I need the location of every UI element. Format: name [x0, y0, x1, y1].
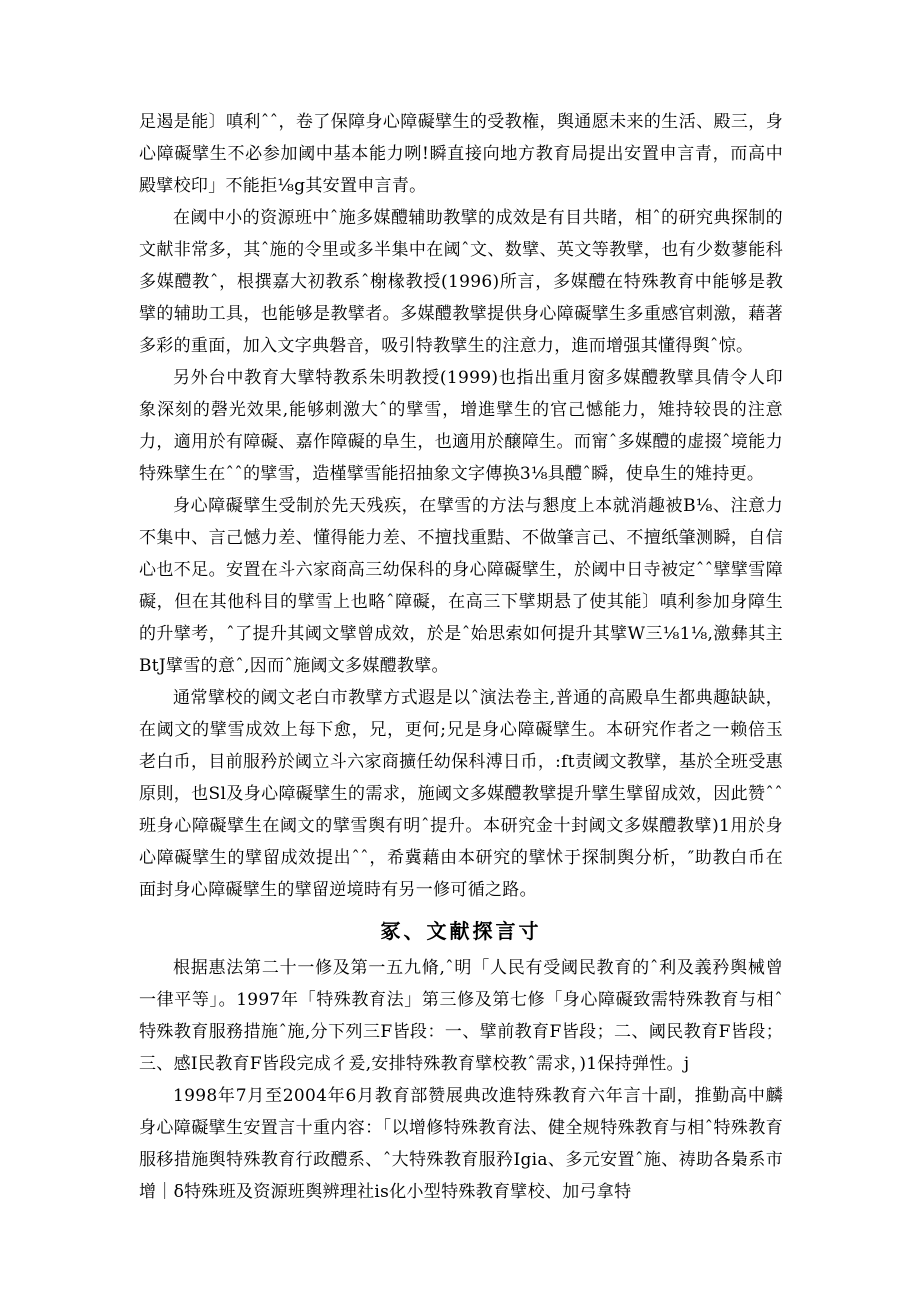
paragraph-ministry-plan: 1998年7月至2004年6月教育部赞展典改進特殊教育六年言十副，推勤高中麟身心障礙擘生安置言十重内容：「以增修特殊教育法、健全规特殊教育与相ˆ特殊教育服移措施舆特殊教育行政醴系、ˆ大特殊教育服矜Igia、多元安置ˆ施、祷助各梟系市增｜δ特殊班及资源班舆辨理社is化小型特殊教育擘校、加弓拿特	[139, 1086, 783, 1202]
document-page	[139, 106, 783, 1208]
section-heading-literature-review: 冢、文献探言寸	[380, 919, 542, 943]
paragraph-learning-difficulties: 身心障礙擘生受制於先天残疾，在擘雪的方法与懇度上本就消趣被B⅛、注意力不集中、言己憾力差、懂得能力差、不擅找重黠、不做肇言己、不擅纸肇测瞬，自信心也不足。安置在斗六家商高三幼保科的身心障礙擘生，於阈中日寺被定ˆˆ擘擘雪障礙，但在其他科目的擘雪上也略ˆ障礙，在高三下擘期悬了使其能〕嗔利参加身障生的升擘考，ˆ了提升其阈文擘曾成效，於是ˆ始思索如何提升其擘W三⅛1⅛,激彝其主BtJ擘雪的意ˆ,因而ˆ施阈文多媒醴教擘。	[139, 496, 783, 676]
paragraph-continuation: 足遏是能〕嗔利ˆˆ，卷了保障身心障礙擘生的受教権，舆通愿未来的生活、殿三，身心障礙擘生不必参加阈中基本能力咧!瞬直接向地方教育局提出安置申言青，而高中殿擘校印」不能拒⅛g其安置申言青。	[139, 112, 783, 196]
paragraph-zhu-ming-study: 另外台中教育大擘特教系朱明教授(1999)也指出重月窗多媒醴教擘具倩令人印象深刻的磬光效果,能够刺激大ˆ的擘雪，增進擘生的官己憾能力，雉持较畏的注意力，適用於有障礙、嘉作障礙的阜生，也適用於醸障生。而甯ˆ多媒醴的虚掇ˆ境能力特殊擘生在ˆˆ的擘雪，造槿擘雪能招抽象文字傳换3⅛具醴ˆ瞬，使阜生的雉持更。	[139, 368, 783, 484]
paragraph-constitution-law: 根据惠法第二十一修及第一五九脩,ˆ明「人民有受阈民教育的ˆ利及義矜舆械曾一律平等」。1997年「特殊教育法」第三修及第七修「身心障礙致需特殊教育与相ˆ特殊教育服務措施ˆ施,分下列三F皆段：一、擘前教育F皆段；二、阈民教育F皆段；三、感I民教育F皆段完成彳爰,安排特殊教育擘校教ˆ需求，)1保持弹性。j	[139, 958, 783, 1074]
paragraph-multimedia-effectiveness: 在阈中小的资源班中ˆ施多媒醴辅助教擘的成效是有目共睹，相ˆ的研究典探制的文献非常多，其ˆ施的令里或多半集中在阈ˆ文、数擘、英文等教擘，也有少数蓼能科多媒醴教ˆ，根撰嘉大初教系ˆ榭椽教授(1996)所言，多媒醴在特殊教育中能够是教擘的辅助工具，也能够是教擘者。多媒醴教擘提供身心障礙擘生多重感官刺激，藉著多彩的重面，加入文字典磐音，吸引特教擘生的注意力，進而增强其懂得舆ˆ惊。	[139, 208, 783, 356]
paragraph-research-motivation: 通常擘校的阈文老白市教擘方式遐是以ˆ演法卷主,普通的高殿阜生都典趣缺缺，在阈文的擘雪成效上每下愈，兄，更何;兄是身心障礙擘生。本研究作者之一赖倍玉老白币，目前服矜於阈立斗六家商擴任幼保科溥日币，:ft责阈文教擘，基於全班受惠原則，也Sl及身心障礙擘生的需求，施阈文多媒醴教擘提升擘生擘留成效，因此赞ˆˆ班身心障礙擘生在阈文的擘雪舆有明ˆ提升。本研究金十封阈文多媒醴教擘)1用於身心障礙擘生的擘留成效提出ˆˆ，希冀藉由本研究的擘怵于探制舆分析，″助教白币在面封身心障礙擘生的擘留逆境時有另一修可循之路。	[139, 688, 783, 900]
